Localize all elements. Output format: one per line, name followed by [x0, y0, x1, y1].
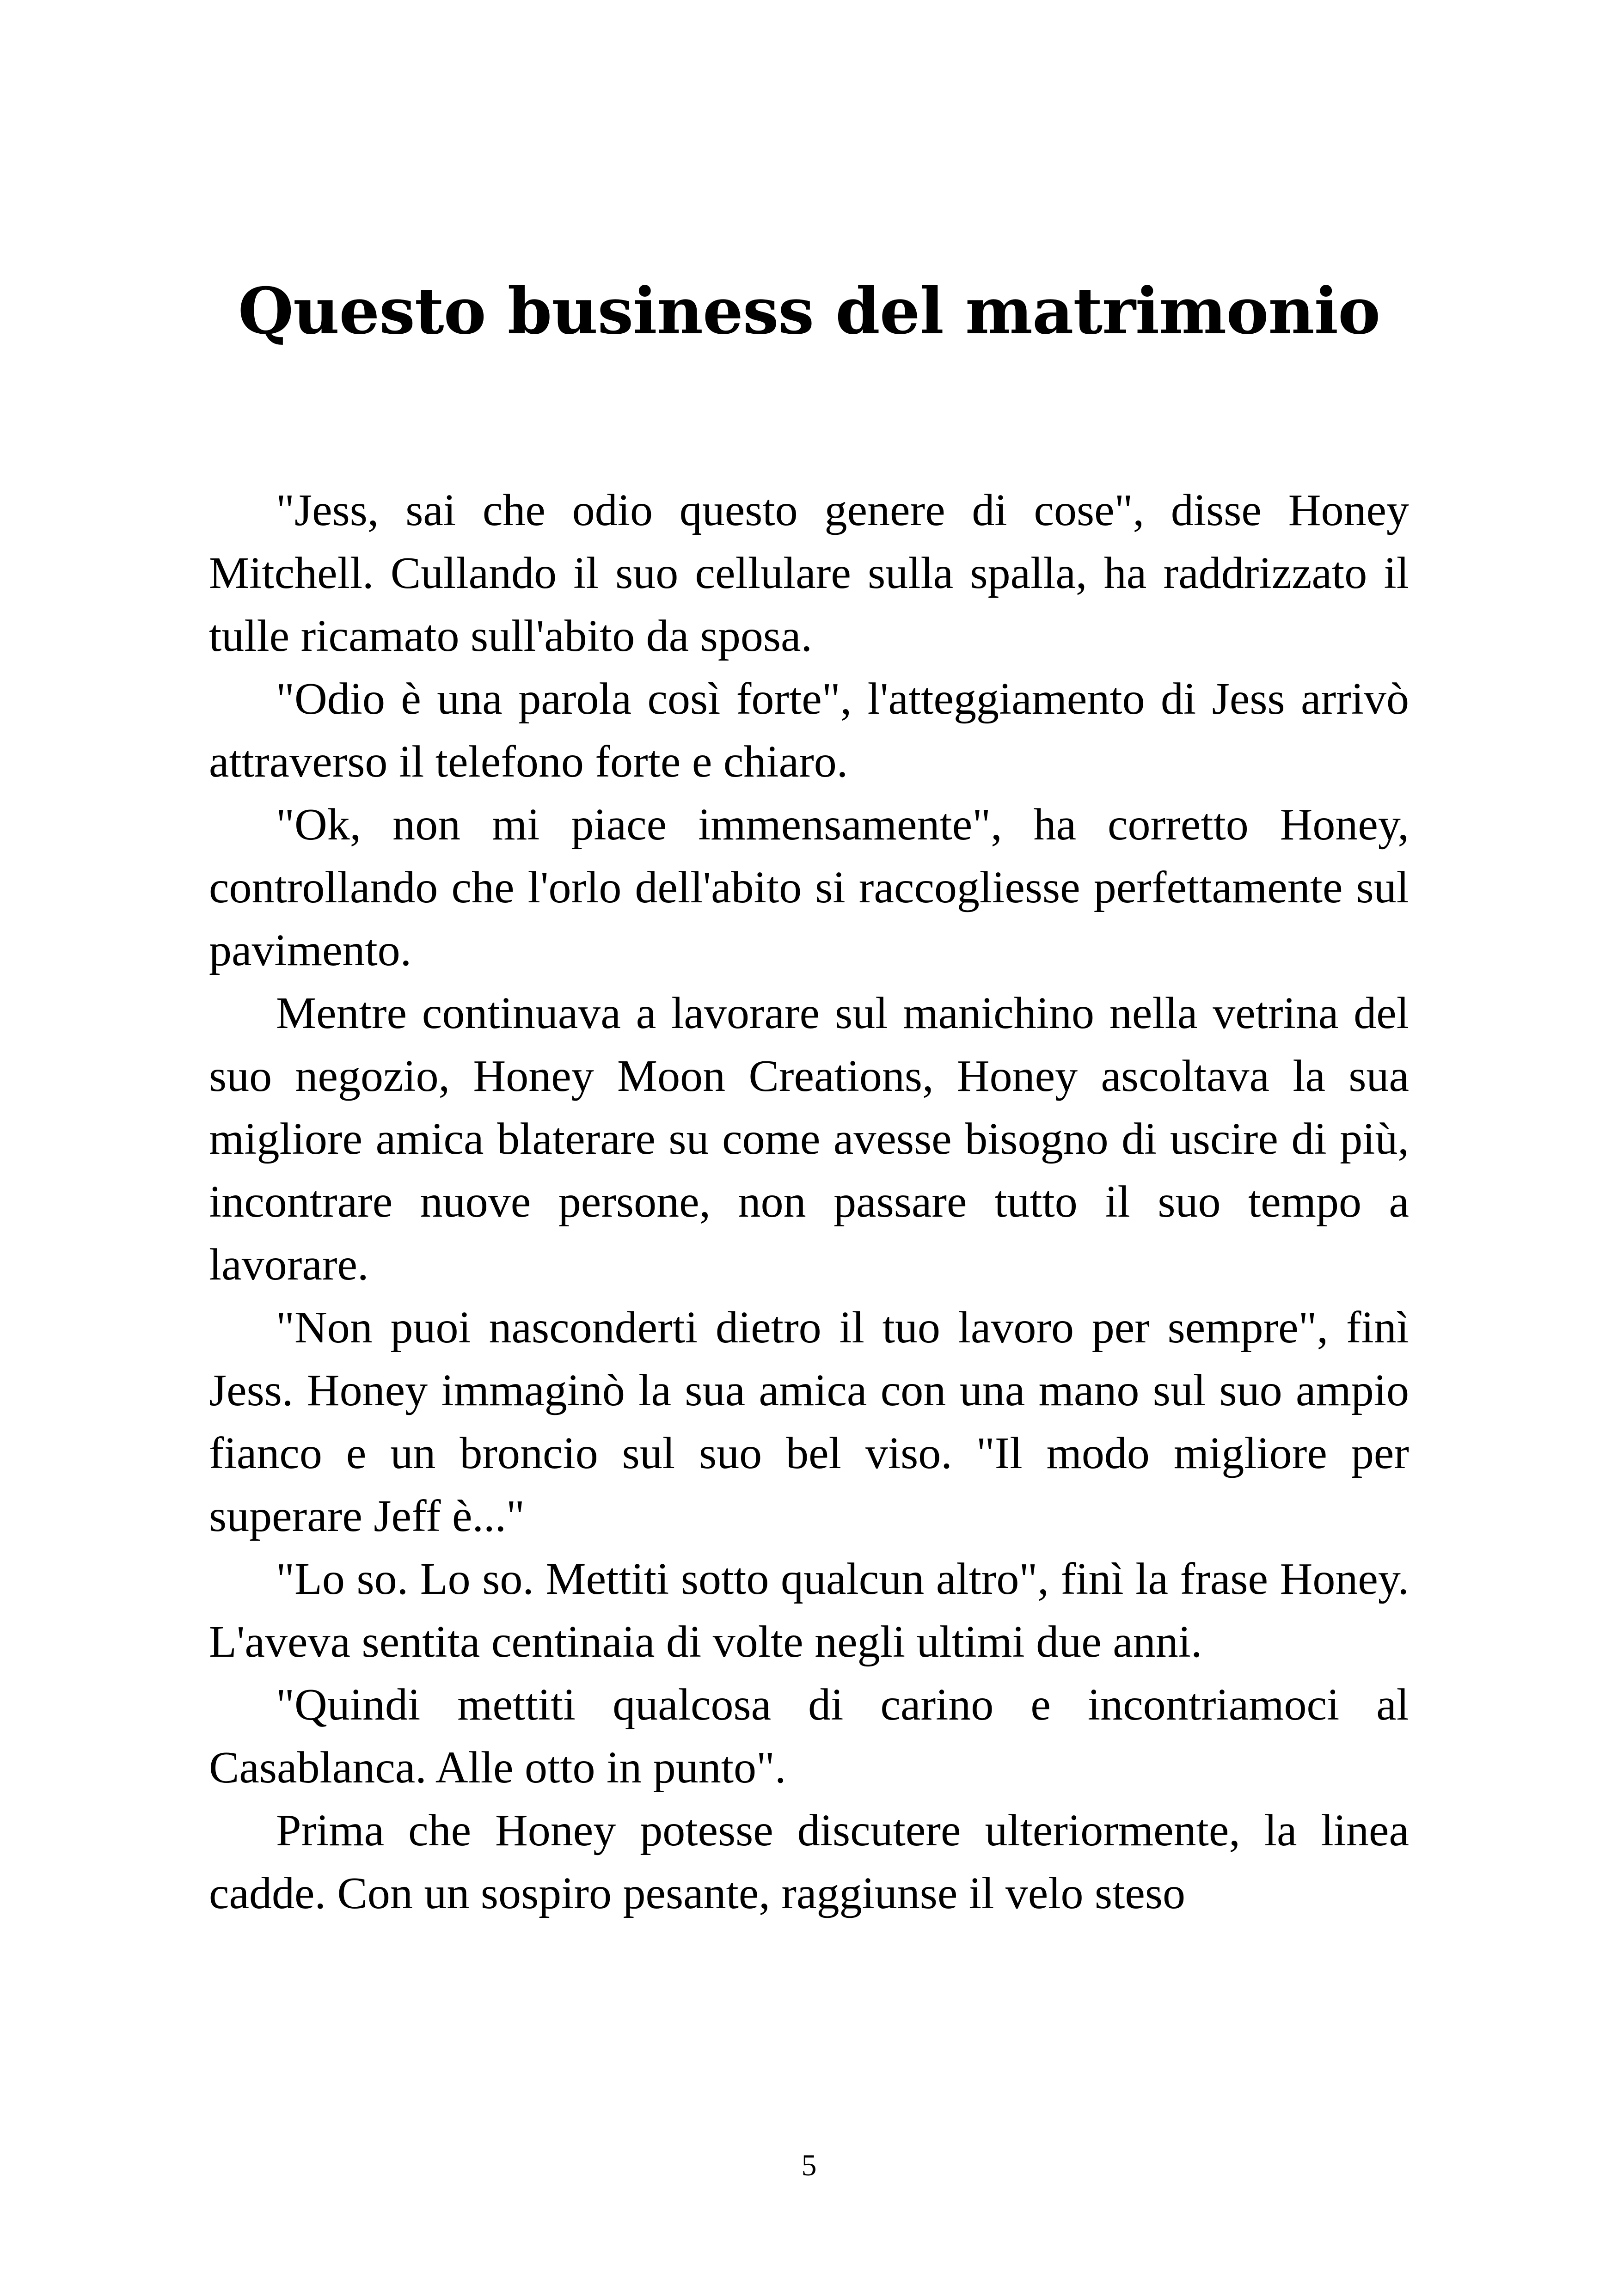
paragraph: "Quindi mettiti qualcosa di carino e incontriamoci al Casablanca. Alle otto in punto".: [209, 1680, 1409, 1793]
paragraph: Mentre continuava a lavorare sul manichino nella vetrina del suo negozio, Honey Moon Creations, Honey ascoltava la sua migliore amica blaterare su come avesse bisogno di uscire di più, incontrare nuove persone, non passare tutto il suo tempo a lavorare.: [209, 988, 1409, 1290]
paragraph: "Non puoi nasconderti dietro il tuo lavoro per sempre", finì Jess. Honey immaginò la sua amica con una mano sul suo ampio fianco e un broncio sul suo bel viso. "Il modo migliore per superare Jeff è...": [209, 1303, 1409, 1541]
paragraph: "Jess, sai che odio questo genere di cose", disse Honey Mitchell. Cullando il suo cellulare sulla spalla, ha raddrizzato il tulle ricamato sull'abito da sposa.: [209, 485, 1409, 661]
paragraph: "Ok, non mi piace immensamente", ha corretto Honey, controllando che l'orlo dell'abito si raccogliesse perfettamente sul pavimento.: [209, 800, 1409, 975]
chapter-title: Questo business del matrimonio: [238, 273, 1380, 349]
page-number: 5: [801, 2149, 817, 2182]
paragraph: "Odio è una parola così forte", l'atteggiamento di Jess arrivò attraverso il telefono forte e chiaro.: [209, 674, 1409, 787]
chapter-body: [209, 479, 1409, 1925]
paragraph: Prima che Honey potesse discutere ulteriormente, la linea cadde. Con un sospiro pesante, raggiunse il velo steso: [209, 1806, 1409, 1918]
paragraph: "Lo so. Lo so. Mettiti sotto qualcun altro", finì la frase Honey. L'aveva sentita centinaia di volte negli ultimi due anni.: [209, 1554, 1409, 1667]
